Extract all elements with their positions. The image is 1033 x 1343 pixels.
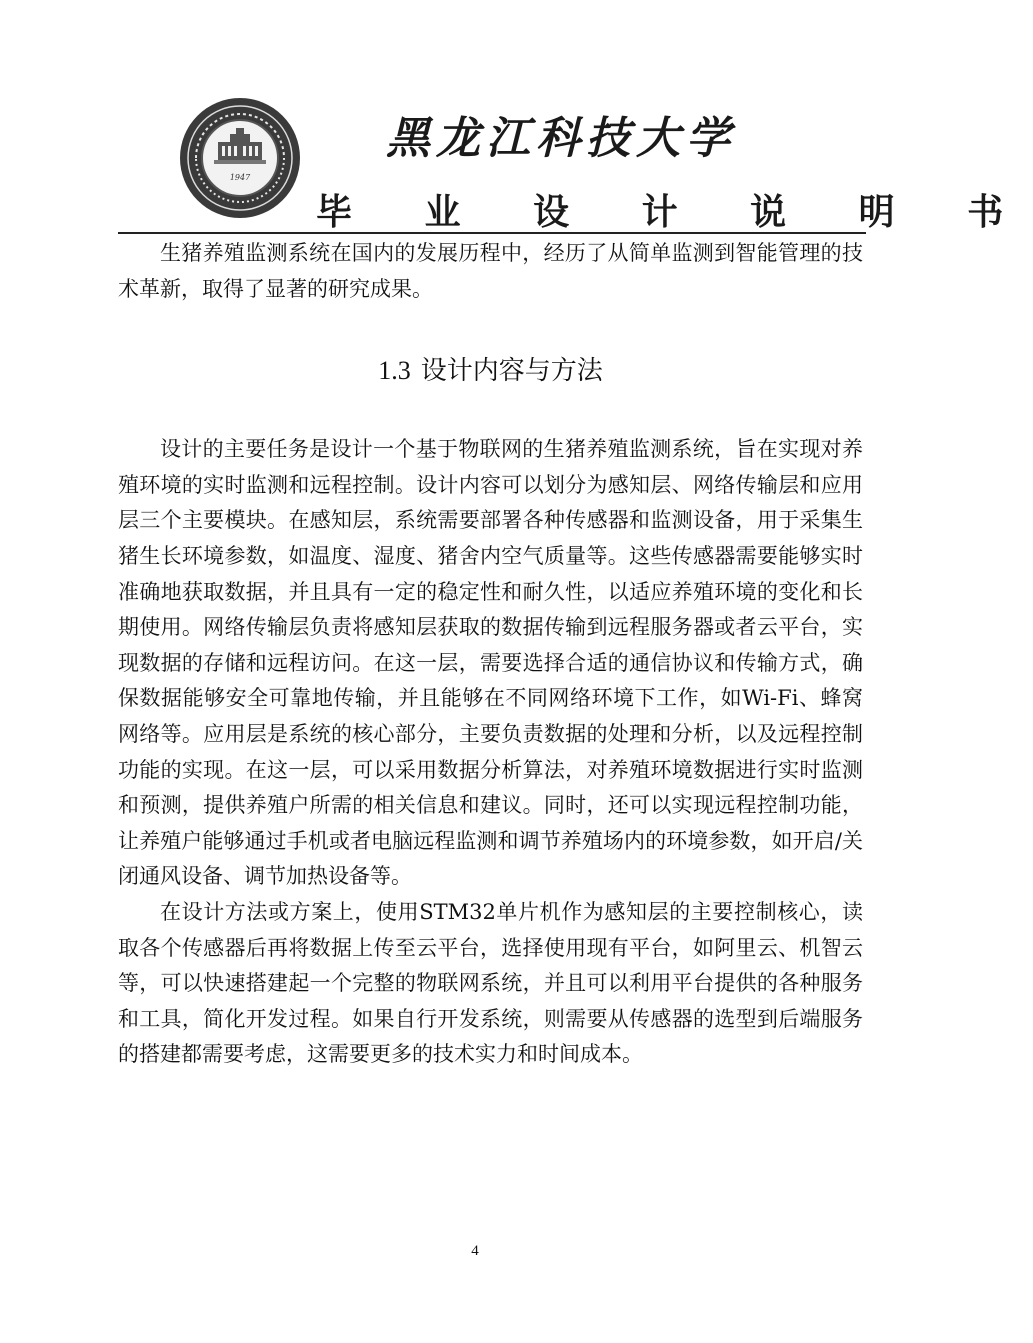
intro-paragraph: 生猪养殖监测系统在国内的发展历程中，经历了从简单监测到智能管理的技术革新，取得了显著的研究成果。 bbox=[118, 241, 863, 301]
document-header bbox=[178, 96, 1033, 233]
university-name: 黑龙江科技大学 bbox=[386, 113, 736, 164]
body-paragraph-1: 设计的主要任务是设计一个基于物联网的生猪养殖监测系统，旨在实现对养殖环境的实时监测和远程控制。设计内容可以划分为感知层、网络传输层和应用层三个主要模块。在感知层，系统需要部署各种传感器和监测设备，用于采集生猪生长环境参数，如温度、湿度、猪舍内空气质量等。这些传感器需要能够实时准确地获取数据，并且具有一定的稳定性和耐久性，以适应养殖环境的变化和长期使用。网络传输层负责将感知层获取的数据传输到远程服务器或者云平台，实现数据的存储和远程访问。在这一层，需要选择合适的通信协议和传输方式，确保数据能够安全可靠地传输，并且能够在不同网络环境下工作，如Wi-Fi、蜂窝网络等。应用层是系统的核心部分，主要负责数据的处理和分析，以及远程控制功能的实现。在这一层，可以采用数据分析算法，对养殖环境数据进行实时监测和预测，提供养殖户所需的相关信息和建议。同时，还可以实现远程控制功能，让养殖户能够通过手机或者电脑远程监测和调节养殖场内的环境参数，如开启/关闭通风设备、调节加热设备等。 bbox=[118, 437, 863, 889]
page-content bbox=[118, 236, 863, 1073]
university-seal-logo bbox=[178, 96, 302, 220]
seal-year-text: 1947 bbox=[229, 173, 251, 182]
header-divider bbox=[118, 232, 866, 234]
body-paragraph-2: 在设计方法或方案上，使用STM32单片机作为感知层的主要控制核心，读取各个传感器后再将数据上传至云平台，选择使用现有平台，如阿里云、机智云等，可以快速搭建起一个完整的物联网系统，并且可以利用平台提供的各种服务和工具，简化开发过程。如果自行开发系统，则需要从传感器的选型到后端服务的搭建都需要考虑，这需要更多的技术实力和时间成本。 bbox=[118, 899, 863, 1067]
section-heading bbox=[118, 351, 863, 391]
page-number: 4 bbox=[471, 1243, 479, 1259]
document-title: 毕 业 设 计 说 明 书 bbox=[316, 192, 1033, 233]
section-number: 1.3 bbox=[378, 356, 411, 386]
section-title: 设计内容与方法 bbox=[420, 356, 603, 387]
